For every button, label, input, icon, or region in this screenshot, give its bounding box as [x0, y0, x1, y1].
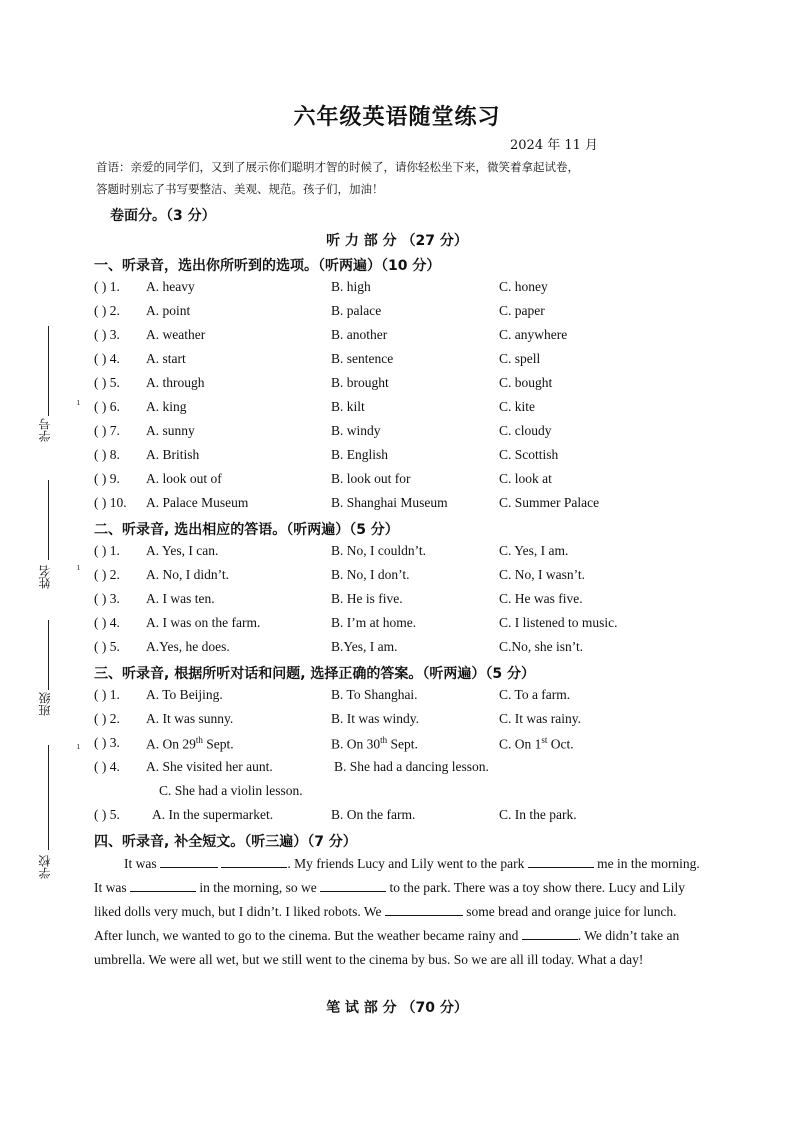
- answer-blank[interactable]: ( ) 5.: [94, 807, 120, 822]
- option-b: B. look out for: [331, 471, 411, 486]
- option-b: B. On the farm.: [331, 807, 416, 822]
- question-row: [94, 567, 714, 591]
- question-row: [94, 759, 714, 783]
- option-b: B. kilt: [331, 399, 365, 414]
- option-c: C.No, she isn’t.: [499, 639, 584, 654]
- option-b: B. He is five.: [331, 591, 403, 606]
- question-row: [94, 327, 714, 351]
- option-a: A. In the supermarket.: [152, 807, 274, 822]
- question-row: [94, 423, 714, 447]
- school-label: 学校: [38, 855, 52, 879]
- option-c: C. To a farm.: [499, 687, 571, 702]
- option-c: C. anywhere: [499, 327, 568, 342]
- question-row: [94, 399, 714, 423]
- answer-blank[interactable]: ( ) 3.: [94, 591, 120, 606]
- student-id-line: [48, 326, 49, 416]
- option-a: A. On 29th Sept.: [146, 735, 234, 752]
- answer-blank[interactable]: ( ) 4.: [94, 351, 120, 366]
- student-id-label: 学号: [38, 418, 52, 442]
- question-row: [94, 495, 714, 519]
- option-a: A. She visited her aunt.: [146, 759, 273, 774]
- option-b: B. another: [331, 327, 388, 342]
- class-line: [48, 620, 49, 690]
- question-row: [94, 687, 714, 711]
- option-c: C. look at: [499, 471, 552, 486]
- option-c: C. It was rainy.: [499, 711, 581, 726]
- question-row-continued: [94, 783, 714, 807]
- question-row: [94, 447, 714, 471]
- neatness-score: 卷面分。（3 分）: [110, 208, 216, 224]
- section4-heading: 四、听录音, 补全短文。（听三遍）（7 分）: [94, 834, 357, 850]
- option-a: A. British: [146, 447, 200, 462]
- option-a: A. I was ten.: [146, 591, 215, 606]
- cloze-passage: It was . My friends Lucy and Lily went to the park me in the morning. It was in the morning, so we to the park. There was a toy show there. Lucy and Lily liked dolls very much, but I didn’t. I liked robots. We some bread and orange juice for lunch. After lunch, we wanted to go to the cinema. But the weather became rainy and . We didn’t take an umbrella. We were all wet, but we still went to the cinema by bus. So we are all ill today. What a day!: [94, 852, 704, 972]
- option-c: C. kite: [499, 399, 535, 414]
- answer-blank[interactable]: ( ) 4.: [94, 759, 120, 774]
- question-row: [94, 303, 714, 327]
- option-c: C. Yes, I am.: [499, 543, 569, 558]
- exam-date: 2024 年 11 月: [510, 138, 599, 153]
- option-b: B. It was windy.: [331, 711, 419, 726]
- fill-blank-1[interactable]: [160, 853, 218, 868]
- option-c: C. Summer Palace: [499, 495, 600, 510]
- option-a: A. look out of: [146, 471, 222, 486]
- option-a: A. It was sunny.: [146, 711, 234, 726]
- school-line: [48, 745, 49, 850]
- option-c: C. I listened to music.: [499, 615, 618, 630]
- option-c: C. honey: [499, 279, 548, 294]
- option-a: A. I was on the farm.: [146, 615, 261, 630]
- question-row: [94, 591, 714, 615]
- answer-blank[interactable]: ( ) 8.: [94, 447, 120, 462]
- answer-blank[interactable]: ( ) 10.: [94, 495, 127, 510]
- answer-blank[interactable]: ( ) 2.: [94, 567, 120, 582]
- answer-blank[interactable]: ( ) 4.: [94, 615, 120, 630]
- option-a: A. heavy: [146, 279, 195, 294]
- answer-blank[interactable]: ( ) 1.: [94, 687, 120, 702]
- answer-blank[interactable]: ( ) 9.: [94, 471, 120, 486]
- option-b: B. high: [331, 279, 371, 294]
- option-b: B. brought: [331, 375, 389, 390]
- page-title: 六年级英语随堂练习: [293, 105, 501, 130]
- question-row: [94, 735, 714, 759]
- option-a: A. start: [146, 351, 186, 366]
- option-a: A. through: [146, 375, 205, 390]
- option-b: B. On 30th Sept.: [331, 735, 418, 752]
- name-line: [48, 480, 49, 560]
- option-b: B. sentence: [331, 351, 394, 366]
- option-c: C. bought: [499, 375, 553, 390]
- option-a: A. king: [146, 399, 187, 414]
- intro-line-1: 首语：亲爱的同学们，又到了展示你们聪明才智的时候了，请你轻松坐下来，微笑着拿起试卷，: [96, 160, 579, 174]
- option-a: A. weather: [146, 327, 206, 342]
- question-row: [94, 351, 714, 375]
- intro-line-2: 答题时别忘了书写要整洁、美观、规范。孩子们，加油！: [96, 182, 384, 196]
- option-b: B. English: [331, 447, 389, 462]
- option-b: B. Shanghai Museum: [331, 495, 448, 510]
- answer-blank[interactable]: ( ) 6.: [94, 399, 120, 414]
- section1-heading: 一、听录音，选出你所听到的选项。（听两遍）（10 分）: [94, 258, 441, 274]
- option-c: C. He was five.: [499, 591, 583, 606]
- question-row: [94, 279, 714, 303]
- answer-blank[interactable]: ( ) 2.: [94, 303, 120, 318]
- question-row: [94, 807, 714, 831]
- section3-heading: 三、听录音, 根据所听对话和问题, 选择正确的答案。（听两遍）（5 分）: [94, 666, 535, 682]
- answer-blank[interactable]: ( ) 5.: [94, 639, 120, 654]
- margin-tick: ı: [77, 563, 80, 573]
- option-c: C. cloudy: [499, 423, 552, 438]
- option-c: C. paper: [499, 303, 545, 318]
- option-c: C. No, I wasn’t.: [499, 567, 585, 582]
- fill-blank-5[interactable]: [320, 877, 386, 892]
- fill-blank-3[interactable]: [528, 853, 594, 868]
- margin-tick: ı: [77, 742, 80, 752]
- option-a: A. point: [146, 303, 191, 318]
- listening-section-header: 听 力 部 分 （27 分）: [326, 233, 468, 249]
- answer-blank[interactable]: ( ) 7.: [94, 423, 120, 438]
- question-row: [94, 615, 714, 639]
- question-row: [94, 471, 714, 495]
- question-row: [94, 639, 714, 663]
- option-c: C. Scottish: [499, 447, 559, 462]
- margin-tick: ı: [77, 398, 80, 408]
- option-b: B. I’m at home.: [331, 615, 417, 630]
- answer-blank[interactable]: ( ) 1.: [94, 543, 120, 558]
- option-b: B. No, I couldn’t.: [331, 543, 426, 558]
- option-b: B. To Shanghai.: [331, 687, 418, 702]
- fill-blank-6[interactable]: [385, 901, 463, 916]
- question-row: [94, 711, 714, 735]
- option-b: B. No, I don’t.: [331, 567, 410, 582]
- fill-blank-7[interactable]: [522, 925, 578, 940]
- answer-blank[interactable]: ( ) 3.: [94, 735, 120, 750]
- name-label: 姓名: [38, 565, 52, 589]
- fill-blank-2[interactable]: [221, 853, 287, 868]
- section2-heading: 二、听录音, 选出相应的答语。（听两遍）（5 分）: [94, 522, 399, 538]
- option-b: B.Yes, I am.: [331, 639, 398, 654]
- option-a: A. To Beijing.: [146, 687, 223, 702]
- question-row: [94, 543, 714, 567]
- option-b: B. windy: [331, 423, 381, 438]
- option-c: C. She had a violin lesson.: [159, 783, 303, 798]
- option-a: A. Palace Museum: [146, 495, 249, 510]
- answer-blank[interactable]: ( ) 5.: [94, 375, 120, 390]
- option-c: C. On 1st Oct.: [499, 735, 574, 752]
- option-b: B. palace: [331, 303, 382, 318]
- option-a: A.Yes, he does.: [146, 639, 230, 654]
- option-c: C. In the park.: [499, 807, 577, 822]
- option-a: A. sunny: [146, 423, 195, 438]
- class-label: 班级: [38, 692, 52, 716]
- answer-blank[interactable]: ( ) 3.: [94, 327, 120, 342]
- answer-blank[interactable]: ( ) 1.: [94, 279, 120, 294]
- question-row: [94, 375, 714, 399]
- written-section-header: 笔 试 部 分 （70 分）: [326, 1000, 468, 1016]
- option-a: A. Yes, I can.: [146, 543, 219, 558]
- answer-blank[interactable]: ( ) 2.: [94, 711, 120, 726]
- fill-blank-4[interactable]: [130, 877, 196, 892]
- option-c: C. spell: [499, 351, 541, 366]
- option-a: A. No, I didn’t.: [146, 567, 229, 582]
- option-b: B. She had a dancing lesson.: [334, 759, 489, 774]
